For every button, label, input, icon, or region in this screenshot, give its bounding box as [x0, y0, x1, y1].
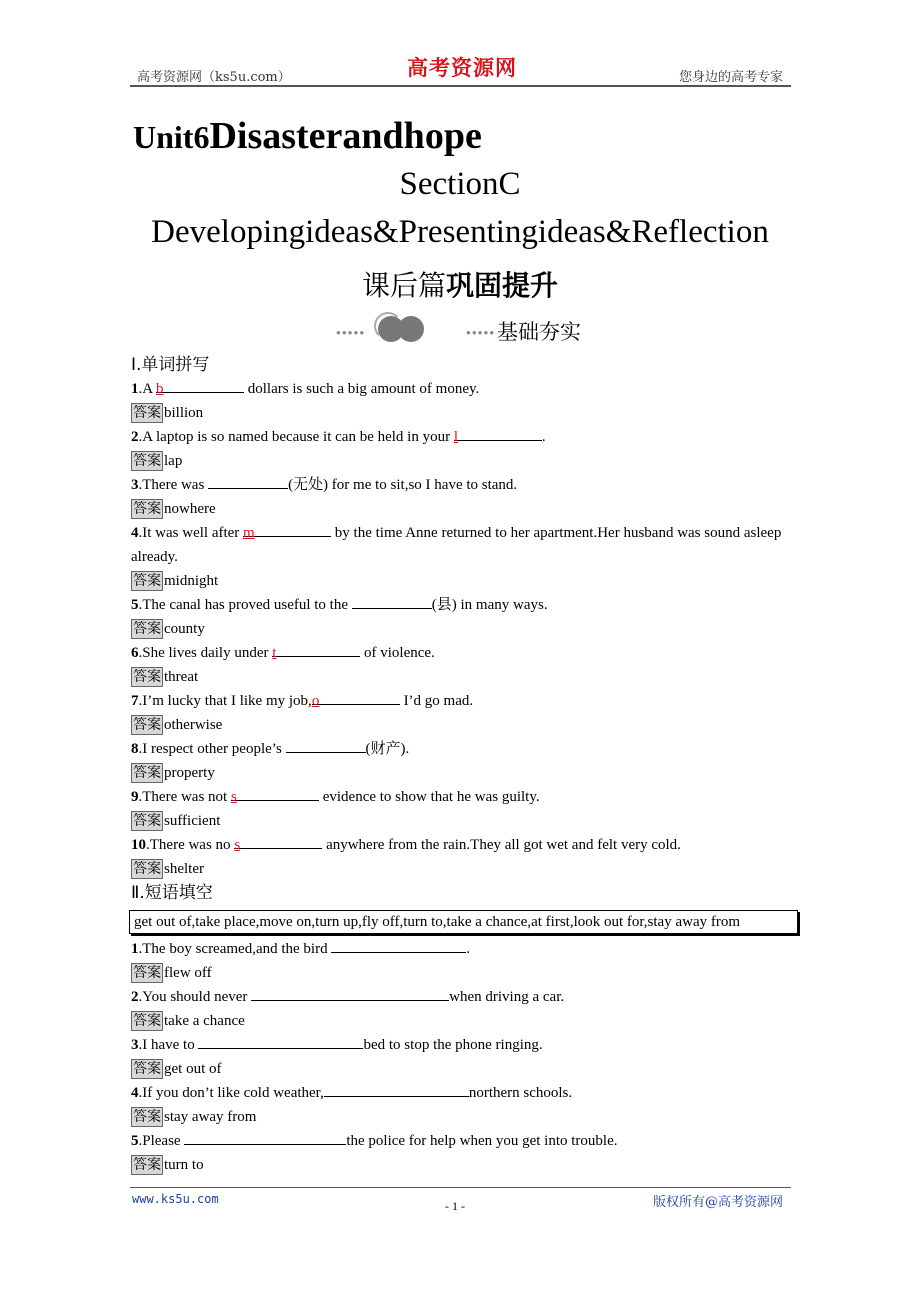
question-number: 10	[131, 837, 146, 853]
hint-letter: t	[272, 645, 277, 661]
section2-heading: Ⅱ.短语填空	[131, 883, 213, 903]
answer-text: turn to	[164, 1157, 204, 1173]
dots-icon: ●●●●●	[466, 328, 496, 337]
answer-text: shelter	[164, 861, 204, 877]
question-text: anywhere from the rain.They all got wet and felt very cold.	[322, 837, 681, 853]
question-number: 1	[131, 381, 139, 397]
question-number: 2	[131, 989, 139, 1005]
answer-label[interactable]: 答案	[133, 717, 161, 733]
answer-row	[131, 497, 793, 521]
question-text: the police for help when you get into trouble.	[346, 1133, 618, 1149]
answer-row	[131, 449, 793, 473]
section-subtitle: Developingideas&Presentingideas&Reflection	[151, 214, 769, 250]
footer-copyright: 版权所有@高考资源网	[652, 1195, 783, 1210]
part-title: 课后篇巩固提升	[361, 269, 559, 302]
answer-label[interactable]: 答案	[133, 573, 161, 589]
question	[131, 1033, 793, 1057]
answer-text: sufficient	[164, 813, 221, 829]
question	[131, 593, 793, 617]
answer-row	[131, 617, 793, 641]
footer-divider	[130, 1187, 791, 1188]
hint-letter: l	[453, 429, 459, 445]
question-number: 7	[131, 693, 139, 709]
question-text: .She lives daily under	[138, 645, 273, 661]
question-text: .I respect other people’s	[138, 741, 286, 757]
answer-text: threat	[164, 669, 199, 685]
answer-blank[interactable]	[198, 1033, 363, 1049]
answer-row	[131, 1105, 793, 1129]
question-text: .It was well after	[138, 525, 244, 541]
answer-row	[131, 713, 793, 737]
answer-blank[interactable]	[272, 641, 360, 661]
answer-blank[interactable]	[156, 377, 244, 397]
answer-label[interactable]: 答案	[133, 1157, 161, 1173]
circle-icon	[398, 316, 424, 342]
question-text: .The boy screamed,and the bird	[138, 941, 332, 957]
header-divider	[130, 85, 791, 87]
answer-text: lap	[164, 453, 183, 469]
phrase-bank: get out of,take place,move on,turn up,fly off,turn to,take a chance,at first,look out for,stay away from	[129, 910, 798, 934]
question	[131, 785, 793, 809]
answer-blank[interactable]	[234, 833, 322, 853]
answer-row	[131, 665, 793, 689]
question-number: 3	[131, 477, 139, 493]
page-number: - 1 -	[445, 1199, 465, 1213]
question	[131, 473, 793, 497]
hint-letter: m	[243, 525, 255, 541]
level-badge: ●●●●● ●●●●● 基础夯实	[336, 312, 596, 346]
question-text: bed to stop the phone ringing.	[363, 1037, 543, 1053]
answer-label[interactable]: 答案	[133, 1013, 161, 1029]
question-number: 8	[131, 741, 139, 757]
question-number: 5	[131, 597, 139, 613]
question-text: by the time Anne returned to her apartment.Her husband was sound asleep already.	[131, 525, 782, 565]
question-text: .There was	[138, 477, 209, 493]
answer-label[interactable]: 答案	[133, 501, 161, 517]
answer-blank[interactable]	[208, 473, 288, 489]
answer-text: midnight	[164, 573, 219, 589]
answer-row	[131, 1009, 793, 1033]
question	[131, 1081, 793, 1105]
section1-items	[131, 377, 793, 881]
question-text: .A	[138, 381, 157, 397]
answer-row	[131, 857, 793, 881]
question-text: when driving a car.	[449, 989, 565, 1005]
answer-row	[131, 1057, 793, 1081]
answer-label[interactable]: 答案	[133, 453, 161, 469]
question-text: (财产).	[365, 741, 410, 757]
question-text: .You should never	[138, 989, 252, 1005]
question	[131, 833, 793, 857]
question-text: .	[466, 941, 471, 957]
question	[131, 521, 793, 569]
question	[131, 1129, 793, 1153]
hint-letter: b	[156, 381, 164, 397]
section-title: SectionC	[399, 166, 521, 202]
question	[131, 377, 793, 401]
question-number: 4	[131, 1085, 139, 1101]
answer-label[interactable]: 答案	[133, 621, 161, 637]
answer-text: billion	[164, 405, 204, 421]
question-text: .There was not	[138, 789, 231, 805]
answer-label[interactable]: 答案	[133, 405, 161, 421]
answer-row	[131, 1153, 793, 1177]
question-text: northern schools.	[468, 1085, 573, 1101]
answer-row	[131, 569, 793, 593]
question-text: .I’m lucky that I like my job,	[138, 693, 312, 709]
unit-title: Unit6Disasterandhope	[133, 115, 482, 157]
hint-letter: o	[311, 693, 320, 709]
question-text: .I have to	[138, 1037, 199, 1053]
answer-text: county	[164, 621, 205, 637]
question-number: 4	[131, 525, 139, 541]
answer-blank[interactable]	[311, 689, 400, 709]
answer-blank[interactable]	[331, 937, 466, 953]
exercise-content	[131, 353, 793, 1177]
answer-label[interactable]: 答案	[133, 965, 161, 981]
question-number: 1	[131, 941, 139, 957]
answer-label[interactable]: 答案	[133, 1061, 161, 1077]
question-text: of violence.	[360, 645, 435, 661]
question	[131, 937, 793, 961]
answer-row	[131, 961, 793, 985]
answer-text: get out of	[164, 1061, 222, 1077]
hint-letter: s	[230, 789, 237, 805]
section2-items	[131, 937, 793, 1177]
footer-link[interactable]: www.ks5u.com	[132, 1192, 219, 1206]
answer-blank[interactable]	[251, 985, 449, 1001]
question-text: .Please	[138, 1133, 185, 1149]
answer-blank[interactable]	[453, 425, 542, 445]
question-text: .The canal has proved useful to the	[138, 597, 352, 613]
question-number: 6	[131, 645, 139, 661]
question-text: dollars is such a big amount of money.	[244, 381, 480, 397]
question	[131, 641, 793, 665]
answer-blank[interactable]	[243, 521, 331, 541]
answer-label[interactable]: 答案	[133, 669, 161, 685]
dots-icon: ●●●●●	[336, 328, 366, 337]
question-text: I’d go mad.	[399, 693, 474, 709]
answer-text: property	[164, 765, 215, 781]
question-text: .There was no	[146, 837, 235, 853]
question-number: 3	[131, 1037, 139, 1053]
question-number: 9	[131, 789, 139, 805]
question-text: (县) in many ways.	[431, 597, 548, 613]
answer-text: otherwise	[164, 717, 223, 733]
header-site-name: 高考资源网（ks5u.com）	[137, 70, 291, 85]
question-text: evidence to show that he was guilty.	[318, 789, 540, 805]
answer-label[interactable]: 答案	[133, 765, 161, 781]
answer-blank[interactable]	[286, 737, 366, 753]
question-number: 2	[131, 429, 139, 445]
question	[131, 737, 793, 761]
answer-text: flew off	[164, 965, 212, 981]
answer-blank[interactable]	[324, 1081, 469, 1097]
question	[131, 689, 793, 713]
question-text: (无处) for me to sit,so I have to stand.	[288, 477, 518, 493]
answer-blank[interactable]	[352, 593, 432, 609]
header-slogan: 您身边的高考专家	[678, 70, 783, 85]
answer-label[interactable]: 答案	[133, 813, 161, 829]
answer-row	[131, 761, 793, 785]
answer-row	[131, 809, 793, 833]
question-number: 5	[131, 1133, 139, 1149]
answer-label[interactable]: 答案	[133, 1109, 161, 1125]
header-logo: 高考资源网	[407, 55, 517, 80]
answer-blank[interactable]	[230, 785, 319, 805]
section1-heading: Ⅰ.单词拼写	[131, 355, 210, 375]
answer-row	[131, 401, 793, 425]
hint-letter: s	[234, 837, 241, 853]
question-text: .A laptop is so named because it can be held in your	[138, 429, 454, 445]
answer-text: nowhere	[164, 501, 216, 517]
answer-blank[interactable]	[184, 1129, 346, 1145]
answer-text: stay away from	[164, 1109, 257, 1125]
question-text: .	[541, 429, 546, 445]
question-text: .If you don’t like cold weather,	[138, 1085, 324, 1101]
question	[131, 425, 793, 449]
answer-label[interactable]: 答案	[133, 861, 161, 877]
answer-text: take a chance	[164, 1013, 245, 1029]
question	[131, 985, 793, 1009]
